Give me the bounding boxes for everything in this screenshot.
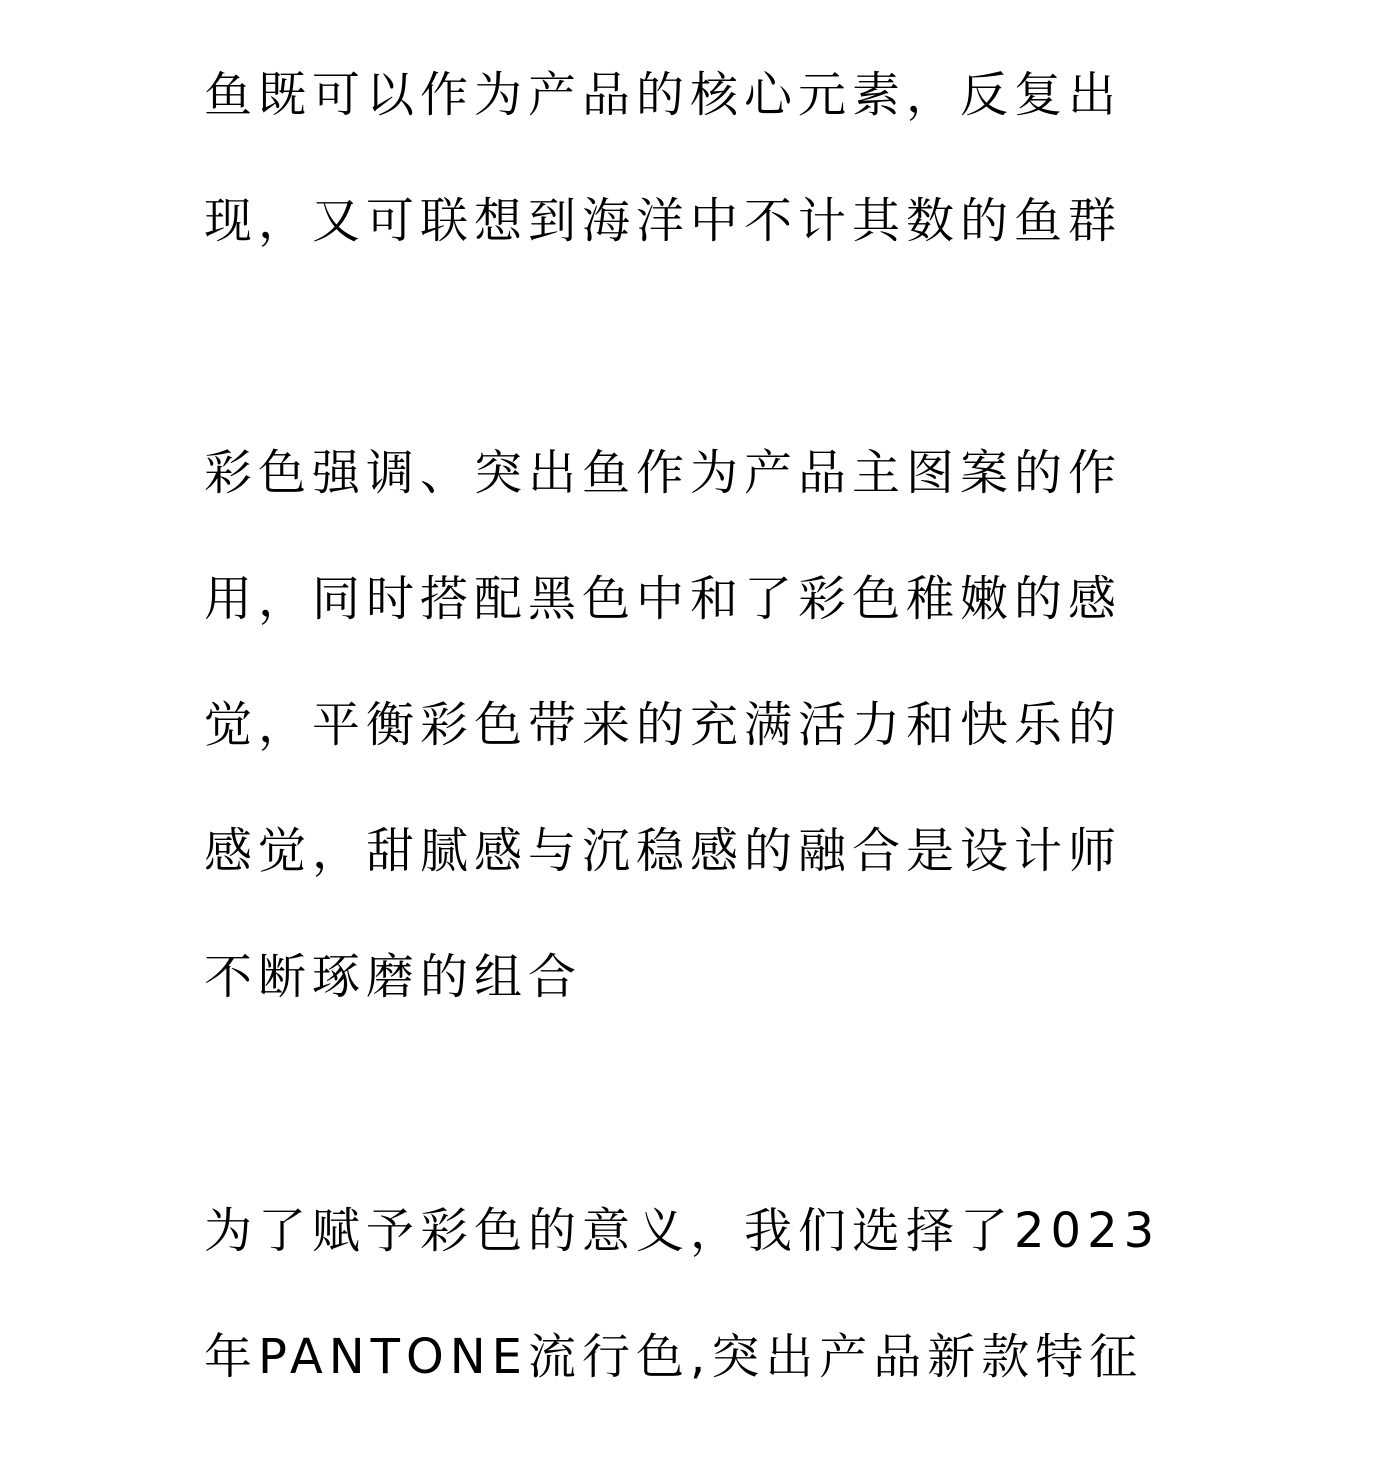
paragraph-line: 觉，平衡彩色带来的充满活力和快乐的 bbox=[204, 697, 1123, 753]
paragraph-line: 不断琢磨的组合 bbox=[204, 949, 583, 1005]
paragraph-line: 现，又可联想到海洋中不计其数的鱼群 bbox=[204, 193, 1123, 249]
paragraph-line: 鱼既可以作为产品的核心元素，反复出 bbox=[204, 67, 1123, 123]
paragraph-line: 为了赋予彩色的意义，我们选择了2023 bbox=[204, 1203, 1161, 1259]
paragraph-line: 用，同时搭配黑色中和了彩色稚嫩的感 bbox=[204, 571, 1123, 627]
paragraph-line: 彩色强调、突出鱼作为产品主图案的作 bbox=[204, 445, 1123, 501]
paragraph-line: 年PANTONE流行色,突出产品新款特征 bbox=[204, 1329, 1144, 1385]
paragraph-line: 感觉，甜腻感与沉稳感的融合是设计师 bbox=[204, 823, 1123, 879]
